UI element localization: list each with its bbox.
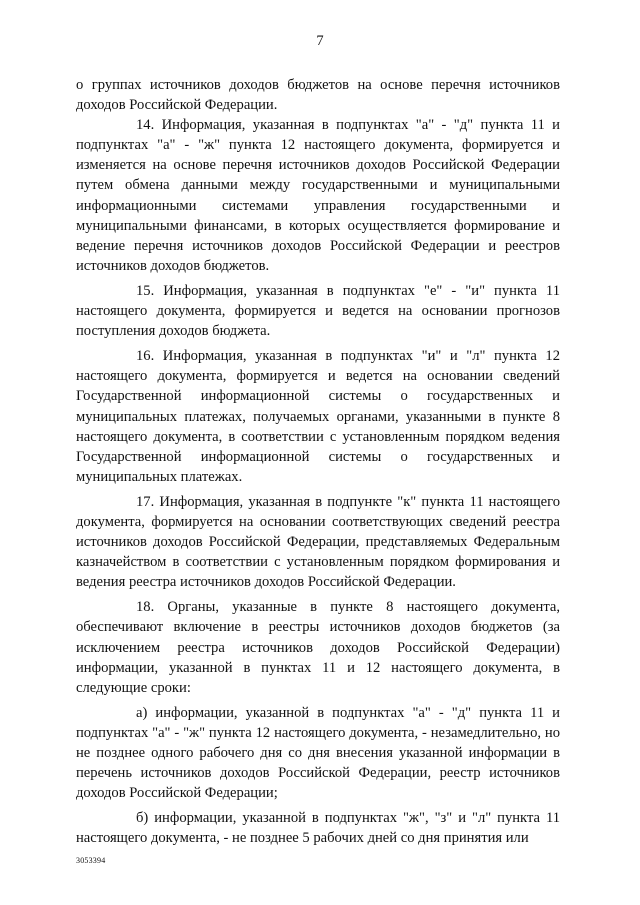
document-body	[76, 75, 560, 848]
subparagraph-b: б) информации, указанной в подпунктах "ж", "з" и "л" пункта 11 настоящего документа, - не позднее 5 рабочих дней со дня принятия или	[76, 810, 560, 847]
paragraph-16: 16. Информация, указанная в подпунктах "и" и "л" пункта 12 настоящего документа, формируется и ведется на основании сведений Государственной информационной системы о государственных и муниципальных платежах, получаемых органами, указанными в пункте 8 настоящего документа, в соответствии с установленным порядком ведения Государственной информационной системы о государственных и муниципальных платежах.	[76, 348, 560, 485]
page-number: 7	[316, 33, 324, 49]
paragraph-18: 18. Органы, указанные в пункте 8 настоящего документа, обеспечивают включение в реестры источников доходов бюджетов (за исключением реестра источников доходов Российской Федерации) информации, указанной в пунктах 11 и 12 настоящего документа, в следующие сроки:	[76, 599, 560, 696]
document-id: 3053394	[76, 856, 106, 865]
subparagraph-a: а) информации, указанной в подпунктах "а" - "д" пункта 11 и подпунктах "а" - "ж" пункта 12 настоящего документа, - незамедлительно, но не позднее одного рабочего дня со дня внесения указанной информации в перечень источников доходов Российской Федерации, реестр источников доходов Российской Федерации;	[76, 704, 560, 802]
paragraph-continuation: о группах источников доходов бюджетов на основе перечня источников доходов Российской Федерации.	[76, 77, 560, 114]
paragraph-14: 14. Информация, указанная в подпунктах "а" - "д" пункта 11 и подпунктах "а" - "ж" пункта 12 настоящего документа, формируется и изменяется на основе перечня источников доходов Российской Федерации путем обмена данными между государственными и муниципальными информационными системами управления государственными и муниципальными финансами, в которых осуществляется формирование и ведение перечня источников доходов Российской Федерации и реестров источников доходов бюджетов.	[76, 117, 560, 274]
paragraph-17: 17. Информация, указанная в подпункте "к" пункта 11 настоящего документа, формируется на основании соответствующих сведений реестра источников доходов Российской Федерации, представляемых Федеральным казначейством в соответствии с установленным порядком формирования и ведения реестра источников доходов Российской Федерации.	[76, 493, 560, 591]
paragraph-15: 15. Информация, указанная в подпунктах "е" - "и" пункта 11 настоящего документа, формируется и ведется на основании прогнозов поступления доходов бюджета.	[76, 282, 560, 340]
